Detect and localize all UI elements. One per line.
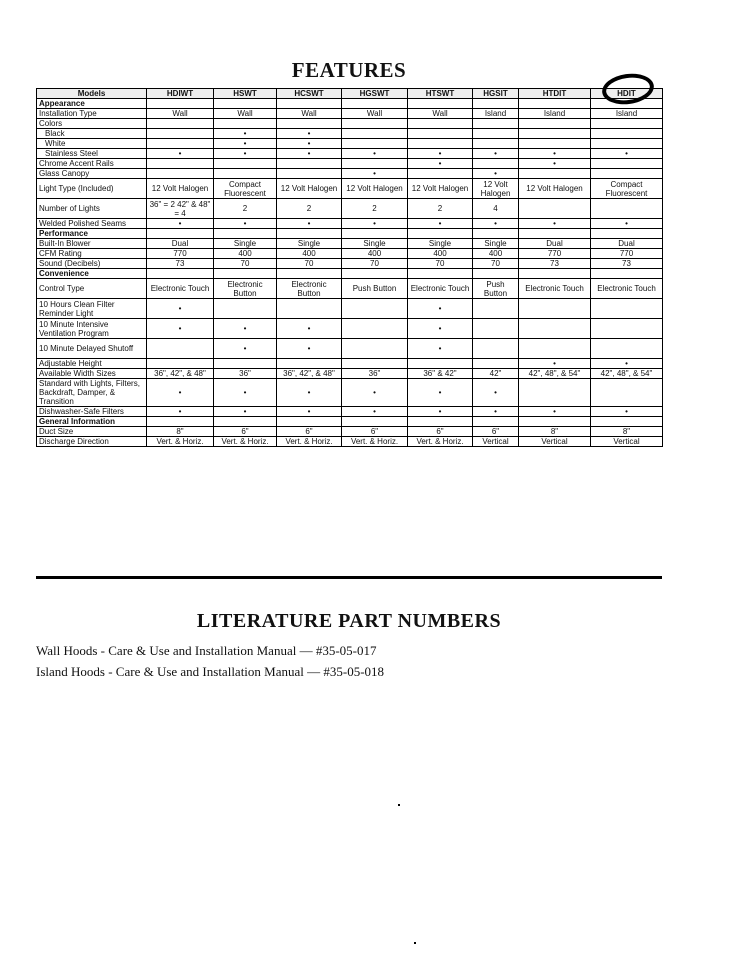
table-cell [473,359,519,369]
table-cell [591,119,663,129]
table-cell [277,417,342,427]
table-cell: Electronic Button [214,279,277,299]
table-cell [342,159,408,169]
table-cell [147,417,214,427]
column-header: HSWT [214,89,277,99]
table-cell: 36", 42", & 48" [277,369,342,379]
table-cell: • [277,139,342,149]
table-cell: Compact Fluorescent [214,179,277,199]
table-cell: Wall [342,109,408,119]
table-cell [342,229,408,239]
table-cell [408,359,473,369]
table-cell: 70 [342,259,408,269]
table-cell: • [408,219,473,229]
table-cell: Island [519,109,591,119]
table-cell: Electronic Touch [519,279,591,299]
table-cell: 12 Volt Halogen [408,179,473,199]
table-cell: Island [591,109,663,119]
table-cell [147,339,214,359]
literature-line-island-hoods: Island Hoods - Care & Use and Installation Manual — #35-05-018 [36,664,385,679]
table-cell [473,319,519,339]
table-cell: • [214,379,277,407]
row-label: Built-In Blower [37,239,147,249]
table-cell [519,139,591,149]
table-cell: • [214,407,277,417]
table-cell: • [214,139,277,149]
horizontal-rule [36,576,662,579]
table-cell: • [473,149,519,159]
table-cell: Wall [277,109,342,119]
section-row [37,99,663,109]
table-cell [147,269,214,279]
table-cell: Vertical [519,437,591,447]
table-cell [214,269,277,279]
table-cell: Vert. & Horiz. [408,437,473,447]
table-cell [408,417,473,427]
table-cell: Vert. & Horiz. [214,437,277,447]
table-cell [473,159,519,169]
table-cell [214,229,277,239]
table-cell [342,129,408,139]
table-cell: 12 Volt Halogen [342,179,408,199]
table-cell [147,159,214,169]
table-cell: • [277,379,342,407]
row-label: Glass Canopy [37,169,147,179]
table-cell: • [277,339,342,359]
table-cell [591,169,663,179]
table-cell: • [147,219,214,229]
table-cell: 70 [473,259,519,269]
table-cell [147,169,214,179]
table-cell: • [473,379,519,407]
table-cell: 770 [591,249,663,259]
table-cell: • [277,319,342,339]
table-cell: Vert. & Horiz. [342,437,408,447]
table-cell [473,99,519,109]
table-cell [519,299,591,319]
table-cell: • [147,379,214,407]
table-cell [473,229,519,239]
table-cell: 73 [591,259,663,269]
table-cell [342,359,408,369]
table-cell: Electronic Button [277,279,342,299]
table-cell [473,269,519,279]
table-cell: 400 [408,249,473,259]
table-cell: • [214,129,277,139]
table-cell [473,139,519,149]
column-header: HTSWT [408,89,473,99]
table-cell [277,269,342,279]
row-label: Black [37,129,147,139]
table-row [37,139,663,149]
table-cell: 36" [342,369,408,379]
row-label: Installation Type [37,109,147,119]
table-cell: 8" [591,427,663,437]
table-cell: • [519,407,591,417]
table-cell [408,169,473,179]
table-cell [277,159,342,169]
table-cell: • [519,359,591,369]
table-cell [342,99,408,109]
table-cell: Vert. & Horiz. [277,437,342,447]
table-row [37,379,663,407]
table-cell [214,417,277,427]
table-cell: Single [473,239,519,249]
table-cell [214,169,277,179]
table-cell: • [214,149,277,159]
table-cell: • [342,219,408,229]
table-row [37,369,663,379]
section-label: Performance [37,229,147,239]
section-label: Convenience [37,269,147,279]
row-label: 10 Hours Clean Filter Reminder Light [37,299,147,319]
table-cell: • [408,159,473,169]
table-cell: • [214,339,277,359]
table-cell [408,139,473,149]
table-row [37,279,663,299]
table-cell [214,359,277,369]
table-row [37,427,663,437]
table-cell: • [473,407,519,417]
table-cell: Single [342,239,408,249]
table-header-row [37,89,663,99]
table-cell: 770 [519,249,591,259]
table-cell [342,319,408,339]
table-cell [519,229,591,239]
table-cell [591,269,663,279]
table-cell: • [214,319,277,339]
features-title: FEATURES [291,58,407,82]
table-cell [519,339,591,359]
table-cell: • [277,149,342,159]
table-cell: • [342,379,408,407]
table-row [37,129,663,139]
table-cell: Dual [591,239,663,249]
table-cell [473,119,519,129]
table-cell: • [591,149,663,159]
table-cell: 36", 42", & 48" [147,369,214,379]
table-cell: 12 Volt Halogen [473,179,519,199]
table-cell [408,99,473,109]
table-cell [147,359,214,369]
table-cell: • [408,149,473,159]
table-cell [277,169,342,179]
table-cell: 6" [408,427,473,437]
table-cell: 2 [214,199,277,219]
table-cell: • [147,407,214,417]
table-cell [591,339,663,359]
table-cell [147,139,214,149]
table-row [37,119,663,129]
table-cell [342,139,408,149]
table-row [37,359,663,369]
table-cell [519,319,591,339]
table-cell: Wall [214,109,277,119]
table-cell: Compact Fluorescent [591,179,663,199]
literature-line-wall-hoods: Wall Hoods - Care & Use and Installation Manual — #35-05-017 [36,643,377,658]
table-cell [591,319,663,339]
table-row [37,339,663,359]
table-cell: • [408,319,473,339]
column-header: HDIT [591,89,663,99]
table-cell: Push Button [473,279,519,299]
table-cell [519,417,591,427]
row-label: Discharge Direction [37,437,147,447]
table-cell: 36" & 42" [408,369,473,379]
table-cell: 6" [277,427,342,437]
row-label: White [37,139,147,149]
row-label: Available Width Sizes [37,369,147,379]
section-label: Appearance [37,99,147,109]
table-cell: Electronic Touch [147,279,214,299]
table-cell: • [277,219,342,229]
table-cell [214,159,277,169]
table-cell: • [519,159,591,169]
table-cell [214,99,277,109]
table-cell: 42", 48", & 54" [591,369,663,379]
table-cell: 12 Volt Halogen [519,179,591,199]
table-cell: 73 [519,259,591,269]
table-row [37,249,663,259]
table-cell: 8" [147,427,214,437]
table-cell: • [519,219,591,229]
table-cell [473,417,519,427]
table-cell [519,199,591,219]
table-cell [473,129,519,139]
table-cell: Single [277,239,342,249]
table-cell: 70 [214,259,277,269]
table-cell: • [214,219,277,229]
table-row [37,149,663,159]
table-row [37,109,663,119]
column-header: HDIWT [147,89,214,99]
table-cell: • [591,219,663,229]
table-cell: 42" [473,369,519,379]
table-cell: 70 [277,259,342,269]
table-cell: • [408,407,473,417]
table-cell [591,299,663,319]
section-label: General Information [37,417,147,427]
table-cell [408,269,473,279]
table-cell [408,129,473,139]
table-row [37,199,663,219]
table-cell: • [147,319,214,339]
column-header: HGSWT [342,89,408,99]
table-cell: 12 Volt Halogen [277,179,342,199]
table-cell [519,129,591,139]
table-cell: 8" [519,427,591,437]
table-cell [342,299,408,319]
row-label: Dishwasher-Safe Filters [37,407,147,417]
table-cell: 6" [342,427,408,437]
table-cell: • [408,299,473,319]
row-label: Adjustable Height [37,359,147,369]
row-label: CFM Rating [37,249,147,259]
table-row [37,319,663,339]
table-cell [591,229,663,239]
table-cell: 2 [342,199,408,219]
table-cell: 36" = 2 42" & 48" = 4 [147,199,214,219]
table-cell [342,119,408,129]
table-row [37,299,663,319]
table-cell: Single [214,239,277,249]
table-cell [408,229,473,239]
table-cell: • [147,299,214,319]
table-cell: • [342,407,408,417]
table-cell: • [473,169,519,179]
table-cell: Dual [147,239,214,249]
row-label: Duct Size [37,427,147,437]
table-cell [408,119,473,129]
table-cell [519,269,591,279]
table-cell: Wall [147,109,214,119]
row-label: 10 Minute Delayed Shutoff [37,339,147,359]
table-cell: • [147,149,214,159]
table-cell: • [473,219,519,229]
table-cell [473,299,519,319]
literature-title: LITERATURE PART NUMBERS [196,610,502,632]
scan-speck [414,942,416,944]
section-row [37,229,663,239]
table-cell: • [342,169,408,179]
table-row [37,259,663,269]
row-label: Standard with Lights, Filters, Backdraft, Damper, & Transition [37,379,147,407]
table-cell: Vertical [473,437,519,447]
table-cell: 4 [473,199,519,219]
table-cell: Push Button [342,279,408,299]
table-row [37,407,663,417]
table-cell [473,339,519,359]
table-cell: 400 [342,249,408,259]
table-cell: • [277,407,342,417]
section-row [37,269,663,279]
table-row [37,219,663,229]
table-cell [277,229,342,239]
table-cell: • [591,407,663,417]
table-cell [519,99,591,109]
table-row [37,239,663,249]
table-cell [277,99,342,109]
table-cell: Single [408,239,473,249]
table-cell: • [277,129,342,139]
table-cell [519,379,591,407]
table-cell [591,129,663,139]
table-cell [147,129,214,139]
table-cell: Dual [519,239,591,249]
table-row [37,169,663,179]
row-label: Sound (Decibels) [37,259,147,269]
table-cell [519,169,591,179]
table-cell [277,299,342,319]
column-header: HTDIT [519,89,591,99]
table-cell [342,269,408,279]
table-cell [591,139,663,149]
table-cell: 36" [214,369,277,379]
column-header: HGSIT [473,89,519,99]
table-row [37,159,663,169]
table-cell [147,229,214,239]
table-cell [277,359,342,369]
table-cell [591,379,663,407]
column-header: Models [37,89,147,99]
row-label: Chrome Accent Rails [37,159,147,169]
table-cell: 400 [214,249,277,259]
table-cell [591,417,663,427]
table-cell [147,119,214,129]
table-row [37,437,663,447]
table-cell: • [342,149,408,159]
table-cell [342,339,408,359]
table-cell [214,119,277,129]
table-cell [342,417,408,427]
table-cell: Vertical [591,437,663,447]
row-label: Colors [37,119,147,129]
table-cell: • [408,379,473,407]
table-cell: Electronic Touch [591,279,663,299]
table-cell: 2 [277,199,342,219]
table-cell [147,99,214,109]
features-table [36,88,663,447]
section-row [37,417,663,427]
table-cell: Electronic Touch [408,279,473,299]
table-cell: • [519,149,591,159]
table-cell: 6" [473,427,519,437]
table-cell: 400 [473,249,519,259]
table-cell: 42", 48", & 54" [519,369,591,379]
table-cell [277,119,342,129]
column-header: HCSWT [277,89,342,99]
row-label: Number of Lights [37,199,147,219]
row-label: 10 Minute Intensive Ventilation Program [37,319,147,339]
table-cell: 770 [147,249,214,259]
table-cell: Island [473,109,519,119]
table-cell: Wall [408,109,473,119]
table-cell: 400 [277,249,342,259]
scan-speck [398,804,400,806]
table-cell: 2 [408,199,473,219]
table-row [37,179,663,199]
row-label: Light Type (Included) [37,179,147,199]
table-cell: • [408,339,473,359]
row-label: Welded Polished Seams [37,219,147,229]
table-cell: 73 [147,259,214,269]
table-cell [591,159,663,169]
table-cell [214,299,277,319]
table-cell: 6" [214,427,277,437]
table-cell: • [591,359,663,369]
table-cell [591,199,663,219]
row-label: Stainless Steel [37,149,147,159]
row-label: Control Type [37,279,147,299]
table-cell: 70 [408,259,473,269]
table-cell: Vert. & Horiz. [147,437,214,447]
table-cell: 12 Volt Halogen [147,179,214,199]
table-cell [519,119,591,129]
